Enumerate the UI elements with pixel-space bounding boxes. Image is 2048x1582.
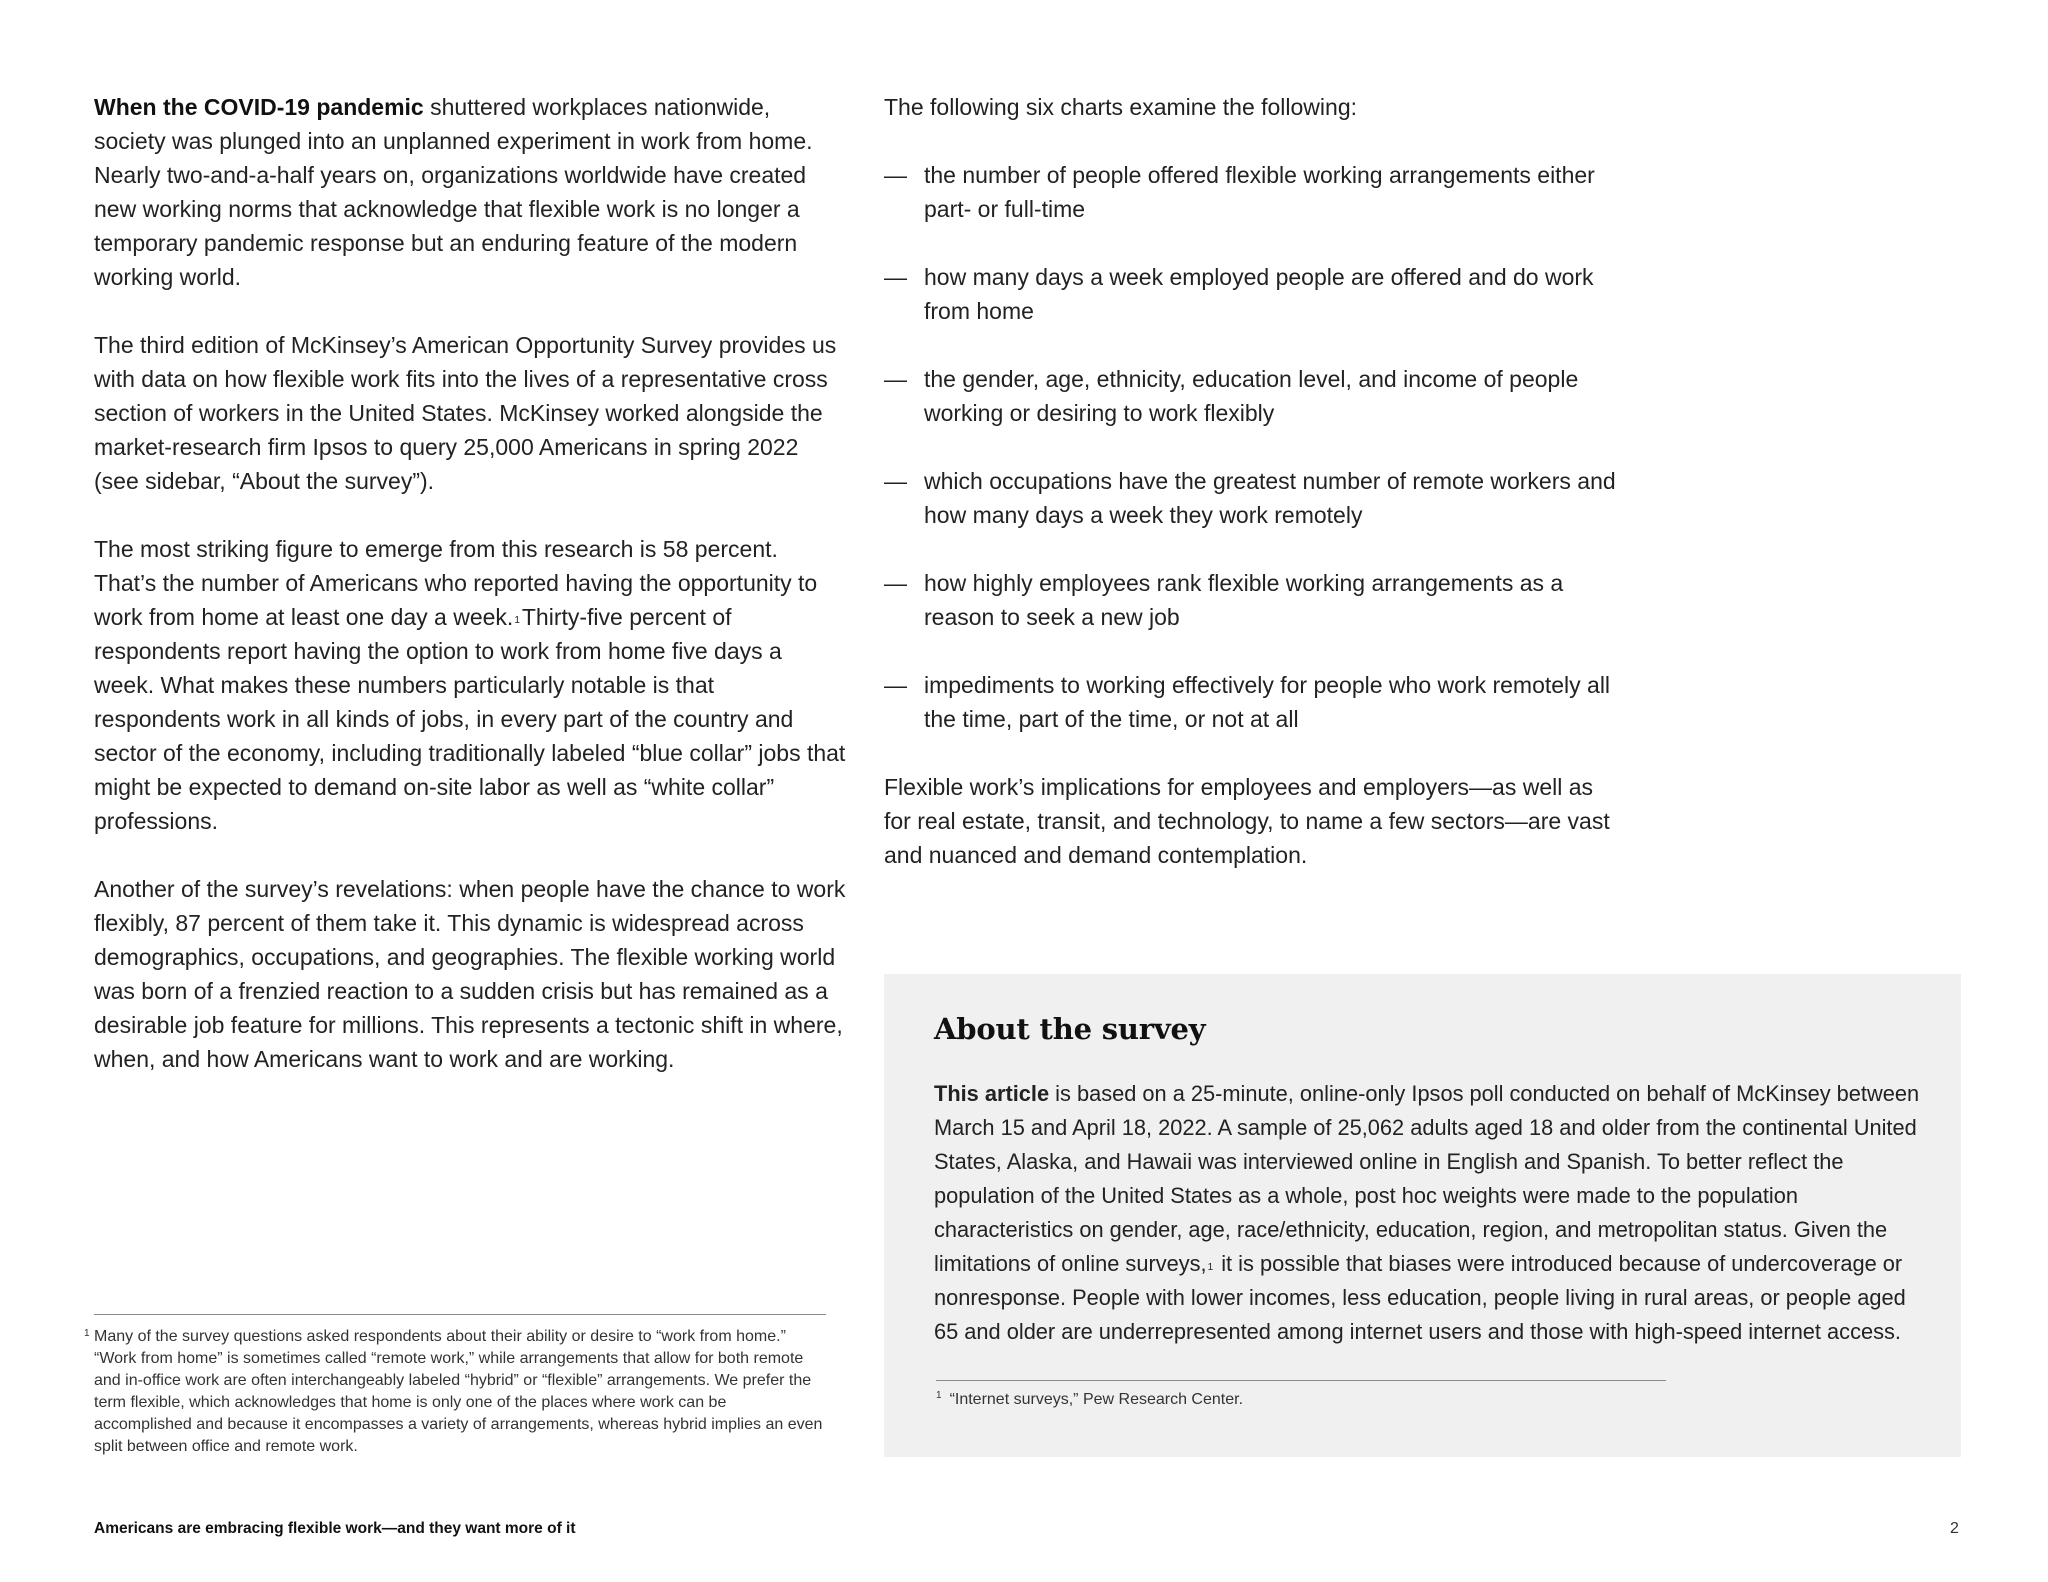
implications-paragraph: Flexible work’s implications for employees and employers—as well as for real estate, transit, and technology, to name a few sectors—are vast and nuanced and demand contemplation. [884, 774, 1610, 868]
list-item-text: the number of people offered flexible working arrangements either part- or full-time [924, 162, 1595, 222]
charts-list [884, 158, 1624, 736]
list-item-text: the gender, age, ethnicity, education level, and income of people working or desiring to work flexibly [924, 366, 1579, 426]
intro-lead-in: When the COVID-19 pandemic [94, 94, 424, 120]
list-item-text: which occupations have the greatest number of remote workers and how many days a week they work remotely [924, 468, 1616, 528]
list-item [884, 362, 1624, 430]
running-footer-title: Americans are embracing flexible work—and they want more of it [94, 1520, 576, 1537]
sidebar-footnote-number: 1 [936, 1390, 942, 1401]
revelations-paragraph: Another of the survey’s revelations: when people have the chance to work flexibly, 87 percent of them take it. This dynamic is widespread across demographics, occupations, and geographies. The flexible working world was born of a frenzied reaction to a sudden crisis but has remained as a desirable job feature for millions. This represents a tectonic shift in where, when, and how Americans want to work and are working. [94, 876, 846, 1072]
list-item-text: impediments to working effectively for people who work remotely all the time, part of the time, or not at all [924, 672, 1611, 732]
sidebar-footnote-text: “Internet surveys,” Pew Research Center. [949, 1391, 1244, 1408]
footnote-reference[interactable]: 1 [1207, 1262, 1214, 1273]
footnote [84, 1314, 826, 1458]
footnote-divider [94, 1314, 826, 1315]
list-item [884, 668, 1624, 736]
charts-intro: The following six charts examine the following: [884, 94, 1358, 120]
list-item [884, 260, 1624, 328]
footnote-reference[interactable]: 1 [514, 615, 520, 626]
findings-text-b: Thirty-five percent of respondents report having the option to work from home five days a week. What makes these numbers particularly notable is that respondents work in all kinds of jobs, in every part of the country and sector of the economy, including traditionally labeled “blue collar” jobs that might be expected to demand on-site labor as well as “white collar” professions. [94, 604, 846, 834]
dash-bullet: — [884, 264, 907, 290]
intro-text: shuttered workplaces nationwide, society was plunged into an unplanned experiment in work from home. Nearly two-and-a-half years on, organizations worldwide have created new working norms that acknowledge that flexible work is no longer a temporary pandemic response but an enduring feature of the modern working world. [94, 94, 813, 290]
list-item-text: how highly employees rank flexible working arrangements as a reason to seek a new job [924, 570, 1564, 630]
dash-bullet: — [884, 366, 907, 392]
sidebar-title: About the survey [934, 1012, 1206, 1046]
sidebar-text-b: it is possible that biases were introduced because of undercoverage or nonresponse. People with lower incomes, less education, people living in rural areas, or people aged 65 and older are underrepresented among internet users and those with high-speed internet access. [934, 1251, 1906, 1344]
dash-bullet: — [884, 570, 907, 596]
findings-paragraph [94, 532, 846, 838]
left-column [94, 90, 846, 1076]
sidebar-text-a: is based on a 25-minute, online-only Ipsos poll conducted on behalf of McKinsey between March 15 and April 18, 2022. A sample of 25,062 adults aged 18 and older from the continental United States, Alaska, and Hawaii was interviewed online in English and Spanish. To better reflect the population of the United States as a whole, post hoc weights were made to the population characteristics on gender, age, race/ethnicity, education, region, and metropolitan status. Given the limitations of online surveys, [934, 1081, 1920, 1276]
footnote-body: Many of the survey questions asked respondents about their ability or desire to “work from home.” “Work from home” is sometimes called “remote work,” while arrangements that allow for both remote and in-office work are often interchangeably labeled “hybrid” or “flexible” arrangements. We prefer the term flexible, which acknowledges that home is only one of the places where work can be accomplished and because it encompasses a variety of arrangements, whereas hybrid implies an even split between office and remote work. [94, 1328, 823, 1455]
list-item [884, 158, 1624, 226]
sidebar-footnote-divider [936, 1380, 1666, 1381]
findings-text-a: The most striking figure to emerge from this research is 58 percent. That’s the number of Americans who reported having the opportunity to work from home at least one day a week. [94, 536, 818, 630]
survey-paragraph: The third edition of McKinsey’s American Opportunity Survey provides us with data on how flexible work fits into the lives of a representative cross section of workers in the United States. McKinsey worked alongside the market-research firm Ipsos to query 25,000 Americans in spring 2022 (see sidebar, “About the survey”). [94, 332, 837, 494]
about-survey-sidebar [884, 974, 1961, 1457]
list-item [884, 464, 1624, 532]
footnote-number: 1 [84, 1328, 90, 1339]
sidebar-footnote [936, 1391, 1243, 1409]
intro-paragraph [94, 90, 846, 294]
dash-bullet: — [884, 162, 907, 188]
sidebar-body [934, 1077, 1934, 1349]
sidebar-lead-in: This article [934, 1081, 1050, 1106]
right-column [884, 90, 1624, 872]
footnote-text [84, 1326, 826, 1458]
page-number: 2 [1950, 1520, 1959, 1537]
list-item [884, 566, 1624, 634]
dash-bullet: — [884, 672, 907, 698]
list-item-text: how many days a week employed people are offered and do work from home [924, 264, 1594, 324]
dash-bullet: — [884, 468, 907, 494]
